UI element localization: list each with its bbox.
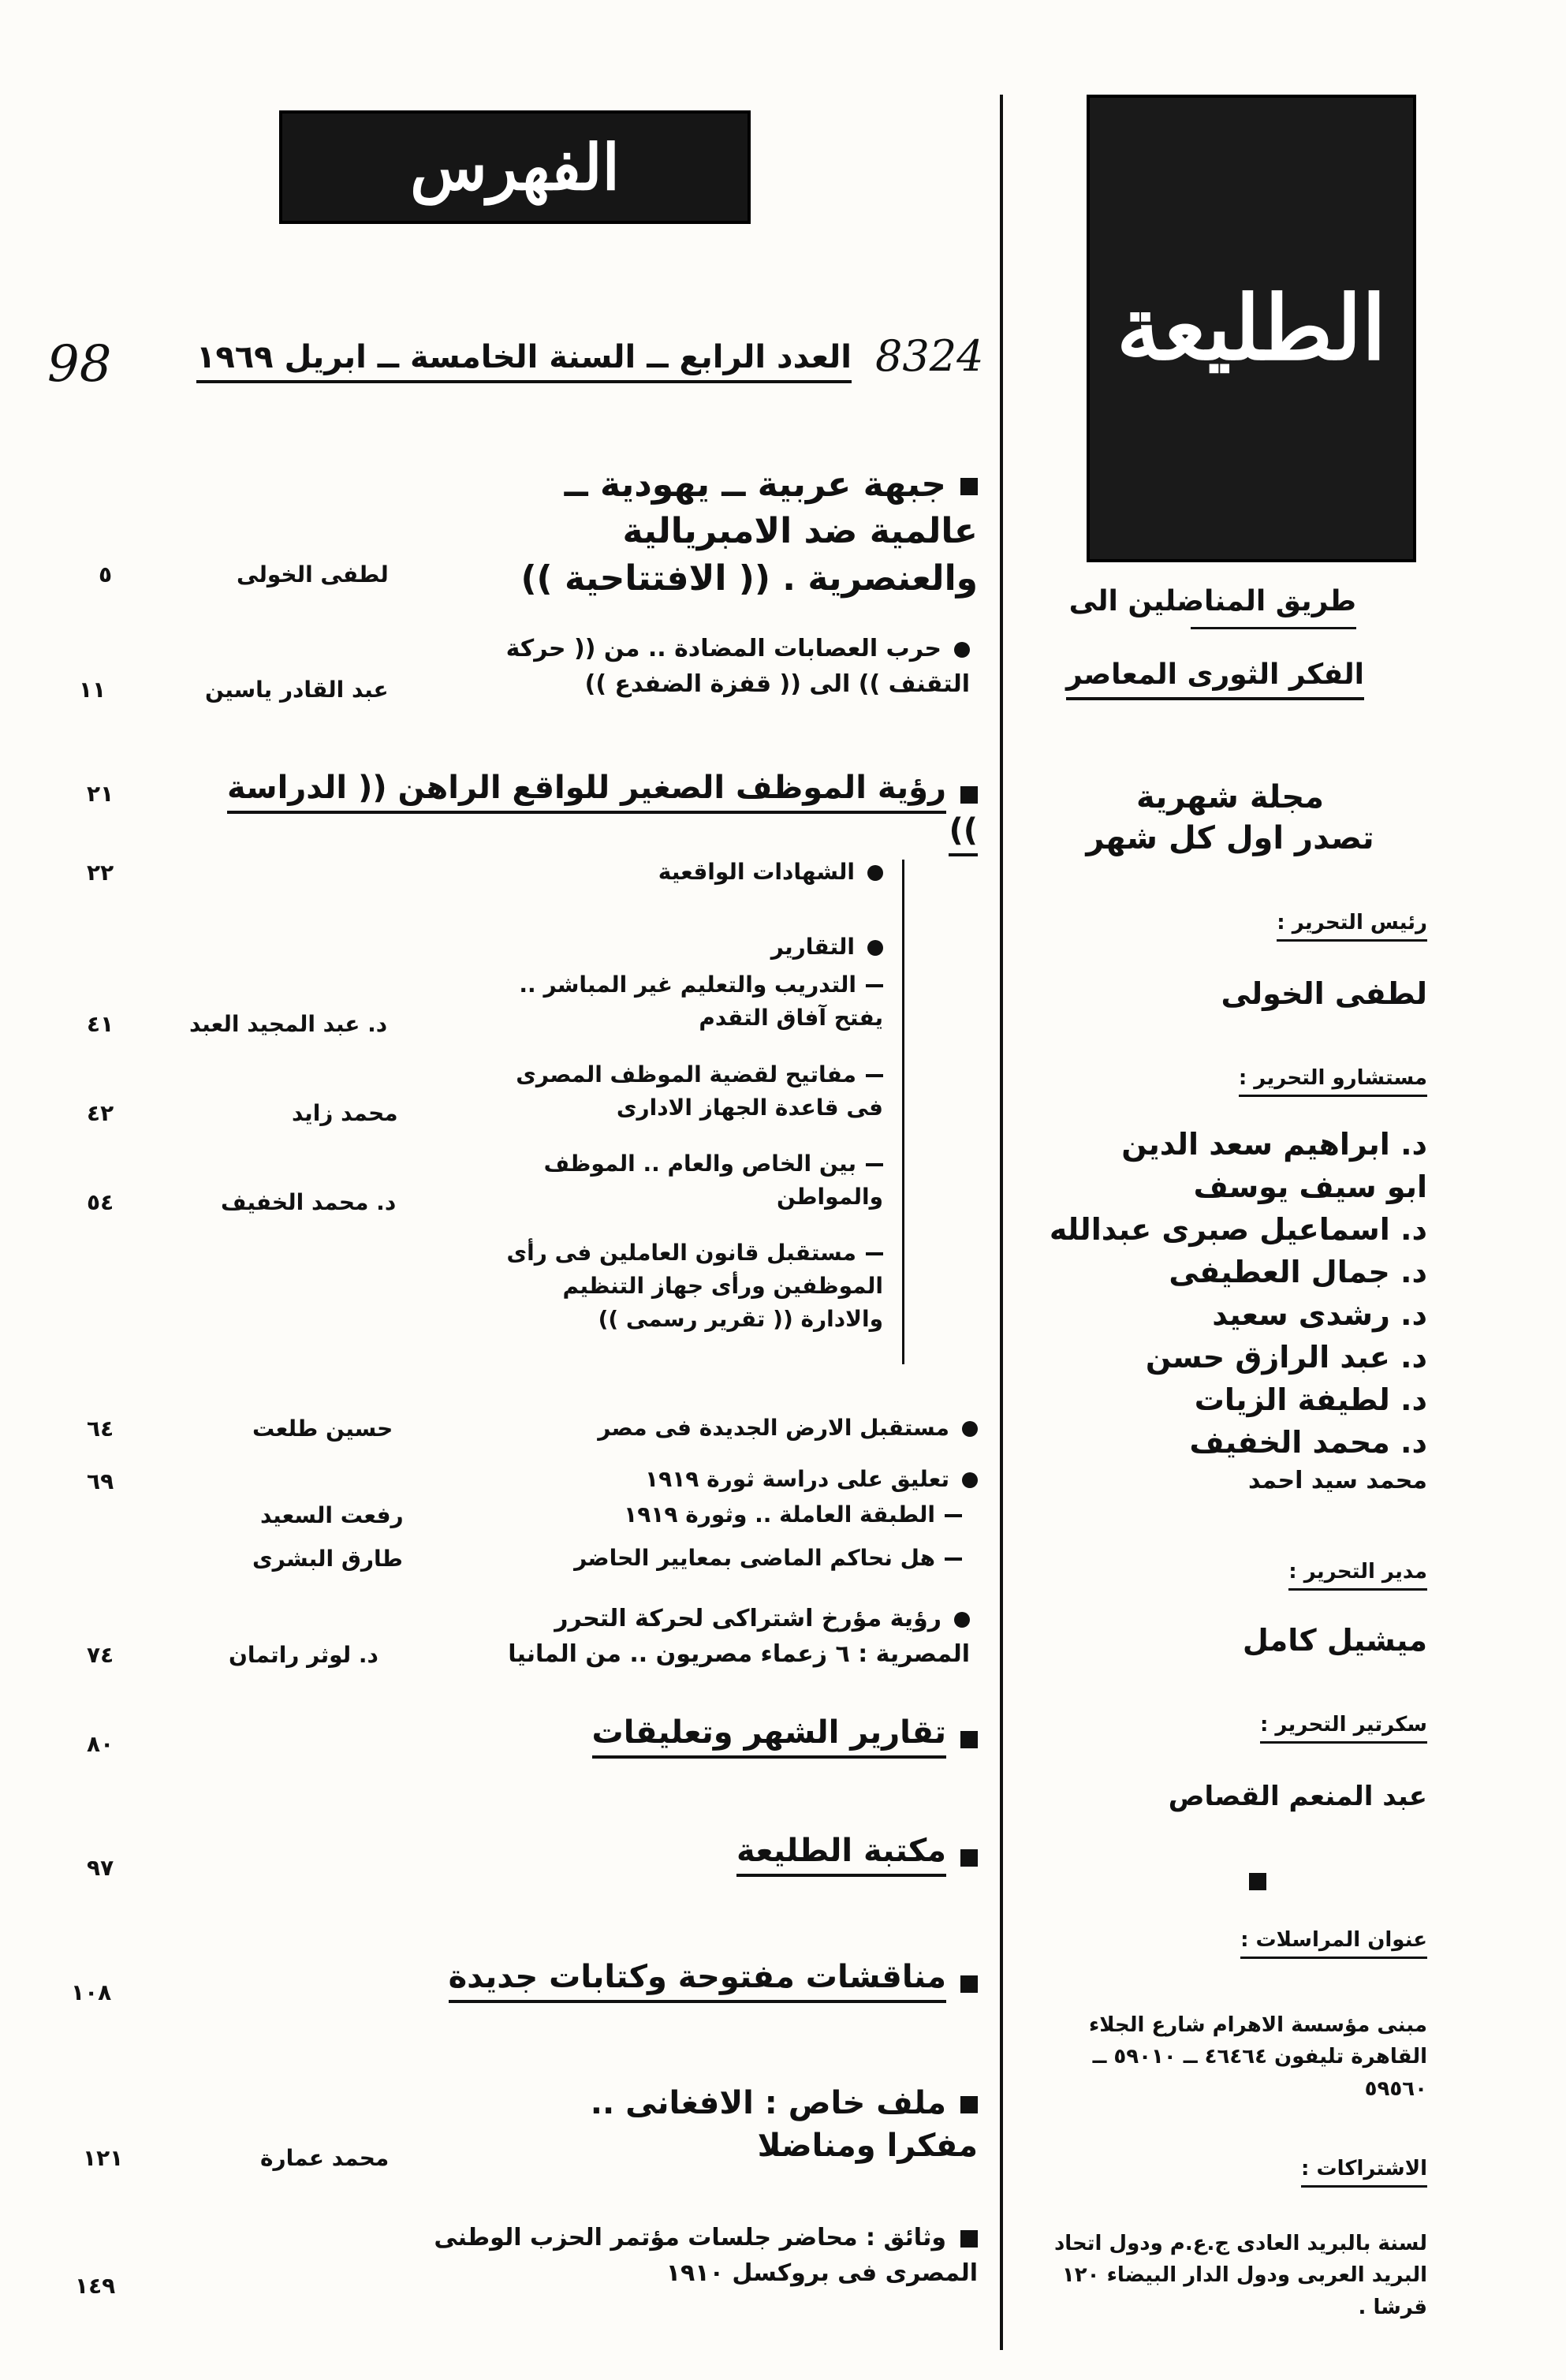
monthly-line-1: مجلة شهرية [1135,779,1324,815]
toc-page: ٤١ [87,1011,114,1037]
toc-title: وثائق : محاضر جلسات مؤتمر الحزب الوطنى المصرى فى بروكسل ١٩١٠ [434,2224,978,2287]
toc-entry-library [568,1830,978,1872]
magazine-logo: الطليعة [1116,277,1387,380]
toc-author: حسين طلعت [252,1416,393,1442]
tagline-line-1 [1041,585,1356,617]
index-banner [279,110,751,224]
toc-page: ١٤٩ [75,2273,116,2299]
toc-page: ٥ [99,561,113,588]
toc-entry-documents [410,2220,978,2291]
secretary-name: عبد المنعم القصاص [1168,1781,1427,1812]
advisor-name: د. محمد الخفيف [1189,1424,1427,1460]
advisor-name: د. لطيفة الزيات [1194,1382,1427,1417]
round-bullet-icon [954,1612,970,1628]
advisor-name: د. عبد الرازق حسن [1145,1339,1427,1375]
round-bullet-icon [962,1472,978,1488]
dash-bullet-icon [866,1252,883,1255]
toc-page: ١٠٨ [71,1979,112,2005]
dash-bullet-icon [866,1163,883,1166]
square-bullet-icon [960,478,978,495]
managing-label-text: مدير التحرير : [1288,1560,1427,1591]
toc-title: رؤية مؤرخ اشتراكى لحركة التحرر المصرية : ٦ زعماء مصريون .. من المانيا [508,1605,970,1668]
round-bullet-icon [962,1421,978,1437]
address-label [1151,1928,1427,1952]
toc-title: مفاتيح لقضية الموظف المصرى فى قاعدة الجهاز الادارى [516,1061,883,1121]
dash-bullet-icon [866,984,883,987]
advisors-list [1033,1124,1427,1498]
toc-entry-guerrilla [465,631,970,702]
toc-title: تعليق على دراسة ثورة ١٩١٩ [645,1466,949,1492]
dash-bullet-icon [945,1514,962,1517]
advisor-name: د. اسماعيل صبرى عبدالله [1049,1211,1427,1247]
tagline-text-1: طريق المناضلين الى [1068,585,1356,617]
toc-title: رؤية الموظف الصغير للواقع الراهن (( الدراسة )) [227,770,978,856]
square-bullet-icon [960,2230,978,2248]
address-label-text: عنوان المراسلات : [1240,1928,1427,1959]
square-bullet-icon [960,786,978,804]
managing-label [1167,1560,1427,1584]
subscriptions-text: لسنة بالبريد العادى ج.ع.م ودول اتحاد البريد العربى ودول الدار البيضاء ١٢٠ قرشا . [1053,2232,1427,2319]
managing-name: ميشيل كامل [1242,1623,1427,1658]
tagline-text-2: الفكر الثورى المعاصر [1066,658,1364,700]
dash-bullet-icon [866,1074,883,1077]
toc-entry-1919-comment [505,1463,978,1496]
toc-title: مناقشات مفتوحة وكتابات جديدة [449,1959,946,2003]
address-text: مبنى مؤسسة الاهرام شارع الجلاء القاهرة تليفون ٤٦٤٦٤ ــ ٥٩٠١٠ ــ ٥٩٥٦٠ [1089,2013,1427,2101]
advisor-name: ابو سيف يوسف [1193,1169,1427,1204]
toc-page: ٢١ [87,781,114,807]
toc-title: بين الخاص والعام .. الموظف والمواطن [543,1151,883,1210]
advisors-label-text: مستشارو التحرير : [1239,1066,1427,1097]
monthly-block [1057,777,1404,859]
advisor-name: د. ابراهيم سعد الدين [1121,1127,1427,1162]
secretary-label-text: سكرتير التحرير : [1260,1713,1427,1744]
toc-author: طارق البشرى [252,1546,403,1572]
tagline-underline-1 [1191,627,1356,629]
toc-entry-reports [505,931,883,964]
toc-title: حرب العصابات المضادة .. من (( حركة التقنف )) الى (( قفزة الضفدع )) [505,635,970,698]
toc-author: لطفى الخولى [237,561,389,588]
square-bullet-icon [960,2096,978,2113]
toc-title: الطبقة العاملة .. وثورة ١٩١٩ [624,1501,935,1528]
toc-entry-new-land [505,1412,978,1445]
advisor-name: د. جمال العطيفى [1169,1254,1427,1289]
toc-author: محمد زايد [292,1100,398,1126]
toc-page: ٦٩ [87,1468,114,1494]
toc-page: ٧٤ [87,1642,114,1668]
toc-author: عبد القادر ياسين [205,677,389,703]
square-bullet-icon [960,1731,978,1748]
toc-page: ٤٢ [87,1100,114,1126]
issue-line [173,339,852,375]
square-bullet-icon [960,1975,978,1993]
toc-author: محمد عمارة [260,2145,390,2171]
advisors-label [1167,1066,1427,1090]
toc-page: ٢٢ [87,860,114,886]
toc-title: جبهة عربية ــ يهودية ــ عالمية ضد الامبريالية والعنصرية . (( الافتتاحية )) [520,464,978,599]
advisor-name: د. رشدى سعيد [1212,1296,1427,1332]
toc-entry-study [221,767,978,852]
handwritten-page-mark: 98 [47,335,112,394]
round-bullet-icon [867,940,883,956]
toc-page: ١١ [79,677,106,703]
toc-entry-testimonies [505,856,883,889]
toc-entry-editorial [457,461,978,602]
separator-square-icon [1249,1873,1266,1890]
monthly-line-2: تصدر اول كل شهر [1086,820,1374,856]
round-bullet-icon [954,642,970,658]
column-divider [1000,95,1003,2350]
toc-page: ٨٠ [87,1731,114,1757]
toc-page: ٥٤ [87,1189,114,1215]
toc-page: ٦٤ [87,1416,114,1442]
toc-title: مستقبل الارض الجديدة فى مصر [598,1415,949,1441]
toc-title: ملف خاص : الافغانى .. مفكرا ومناضلا [590,2085,978,2164]
editor-name: لطفى الخولى [1221,976,1427,1011]
toc-title: الشهادات الواقعية [658,859,855,885]
toc-author: د. عبد المجيد العبد [189,1011,388,1037]
toc-title: التقارير [770,934,855,960]
toc-title: تقارير الشهر وتعليقات [592,1714,946,1759]
issue-line-text: العدد الرابع ــ السنة الخامسة ــ ابريل ١٩٦٩ [196,339,852,383]
toc-title: هل نحاكم الماضى بمعايير الحاضر [574,1545,935,1571]
toc-entry-historian [465,1601,970,1672]
dash-bullet-icon [945,1557,962,1561]
toc-title: التدريب والتعليم غير المباشر .. يفتح آفاق التقدم [519,972,883,1031]
toc-page: ١٢١ [83,2145,124,2171]
secretary-label [1167,1713,1427,1737]
toc-author: د. لوثر راتمان [229,1642,378,1668]
toc-entry-monthly-reports [489,1711,978,1754]
toc-entry-private-public [473,1147,883,1214]
toc-title: مكتبة الطليعة [736,1833,946,1877]
editor-label-text: رئيس التحرير : [1277,911,1427,942]
square-bullet-icon [960,1849,978,1867]
toc-title: مستقبل قانون العاملين فى رأى الموظفين ورأى جهاز التنظيم والادارة (( تقرير رسمى )) [506,1240,883,1332]
magazine-logo-box [1087,95,1416,562]
subscriptions-label [1151,2157,1427,2180]
toc-entry-keys [473,1058,883,1125]
toc-entry-law [473,1237,883,1336]
section-bracket-line [902,860,904,1364]
toc-author: رفعت السعيد [260,1502,404,1528]
toc-entry-discussions [410,1956,978,1998]
tagline-line-2 [1041,658,1364,691]
subscriptions-label-text: الاشتراكات : [1301,2157,1427,2188]
toc-page: ٩٧ [87,1855,114,1881]
handwritten-code: 8324 [875,331,984,381]
toc-entry-training [473,968,883,1035]
round-bullet-icon [867,865,883,881]
toc-entry-afghani-file [489,2082,978,2167]
toc-entry-working-class [505,1498,962,1531]
toc-author: د. محمد الخفيف [221,1189,397,1215]
index-banner-text: الفهرس [410,130,620,204]
advisor-name: محمد سيد احمد [1248,1466,1427,1494]
toc-entry-judge-past [505,1542,962,1575]
editor-label [1167,911,1427,934]
